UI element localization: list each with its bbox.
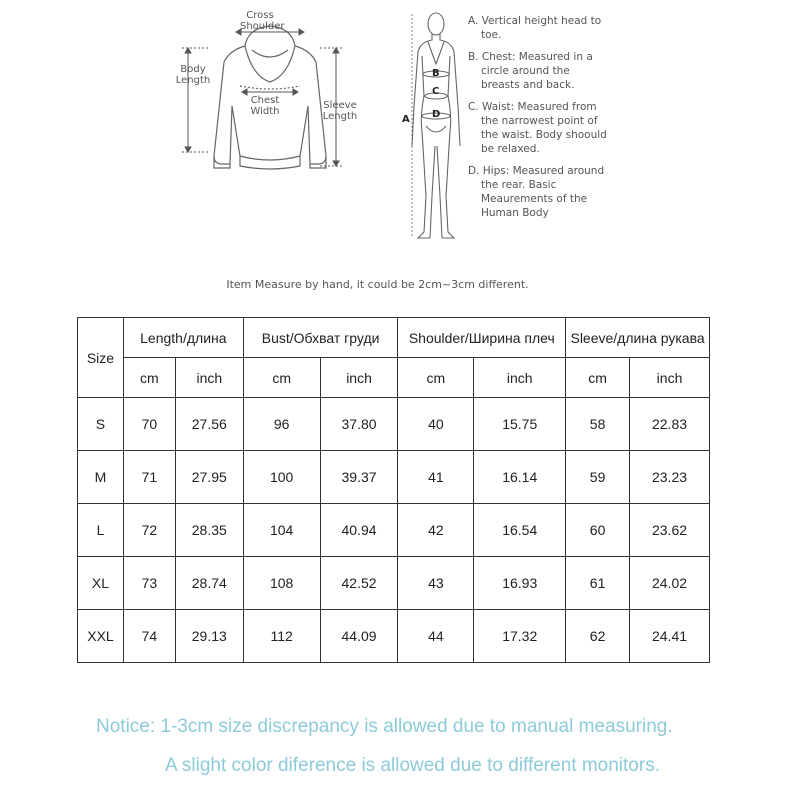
table-cell: 23.23 [630, 451, 710, 504]
table-cell: 42.52 [320, 557, 398, 610]
table-cell: 100 [243, 451, 320, 504]
table-cell: 61 [566, 557, 630, 610]
table-cell: 16.54 [474, 504, 566, 557]
size-cell: XXL [78, 610, 124, 663]
body-measure-diagram [398, 6, 468, 246]
table-row [78, 451, 710, 504]
unit-header: inch [630, 358, 710, 398]
shoulder-header: Shoulder/Ширина плеч [398, 318, 566, 358]
table-cell: 71 [123, 451, 175, 504]
table-cell: 60 [566, 504, 630, 557]
sleeve-length-label: Sleeve Length [322, 100, 358, 122]
body-figure [398, 6, 468, 246]
table-cell: 70 [123, 398, 175, 451]
size-cell: XL [78, 557, 124, 610]
table-cell: 72 [123, 504, 175, 557]
bust-header: Bust/Обхват груди [243, 318, 398, 358]
table-cell: 39.37 [320, 451, 398, 504]
table-cell: 29.13 [175, 610, 243, 663]
unit-header: inch [474, 358, 566, 398]
table-cell: 22.83 [630, 398, 710, 451]
table-cell: 41 [398, 451, 474, 504]
table-cell: 37.80 [320, 398, 398, 451]
table-cell: 23.62 [630, 504, 710, 557]
table-row [78, 398, 710, 451]
measurement-definitions [468, 14, 608, 228]
table-row [78, 504, 710, 557]
size-cell: S [78, 398, 124, 451]
unit-header: inch [175, 358, 243, 398]
cross-shoulder-label: Cross Shoulder [240, 10, 285, 32]
table-cell: 24.02 [630, 557, 710, 610]
point-a-label: A [402, 114, 410, 125]
sleeve-header: Sleeve/длина рукава [566, 318, 710, 358]
table-cell: 16.14 [474, 451, 566, 504]
table-cell: 44.09 [320, 610, 398, 663]
table-cell: 17.32 [474, 610, 566, 663]
table-cell: 15.75 [474, 398, 566, 451]
point-d-label: D [432, 109, 441, 120]
unit-header: cm [243, 358, 320, 398]
unit-header: cm [123, 358, 175, 398]
notice-discrepancy: Notice: 1-3cm size discrepancy is allowed due to manual measuring. [96, 716, 673, 737]
point-c-label: C [432, 86, 440, 97]
point-b-label: B [432, 68, 440, 79]
table-row [78, 610, 710, 663]
table-cell: 73 [123, 557, 175, 610]
table-cell: 104 [243, 504, 320, 557]
table-row [78, 557, 710, 610]
garment-sketch [170, 6, 370, 182]
table-cell: 43 [398, 557, 474, 610]
unit-header: cm [566, 358, 630, 398]
body-length-label: Body Length [175, 64, 211, 86]
table-cell: 44 [398, 610, 474, 663]
table-cell: 16.93 [474, 557, 566, 610]
garment-diagram [170, 6, 370, 182]
size-header: Size [78, 318, 124, 398]
table-cell: 40.94 [320, 504, 398, 557]
size-cell: M [78, 451, 124, 504]
chest-width-label: Chest Width [250, 95, 280, 117]
table-cell: 42 [398, 504, 474, 557]
table-cell: 108 [243, 557, 320, 610]
length-header: Length/длина [123, 318, 243, 358]
table-cell: 27.56 [175, 398, 243, 451]
table-cell: 96 [243, 398, 320, 451]
table-cell: 58 [566, 398, 630, 451]
measure-note: Item Measure by hand, it could be 2cm~3cm different. [226, 278, 529, 291]
notice-color: A slight color diference is allowed due to different monitors. [165, 755, 660, 776]
table-cell: 40 [398, 398, 474, 451]
definition-height: A. Vertical height head to toe. [468, 15, 602, 41]
table-cell: 27.95 [175, 451, 243, 504]
table-cell: 62 [566, 610, 630, 663]
table-cell: 112 [243, 610, 320, 663]
unit-header: inch [320, 358, 398, 398]
table-cell: 24.41 [630, 610, 710, 663]
unit-header: cm [398, 358, 474, 398]
table-cell: 28.35 [175, 504, 243, 557]
table-cell: 28.74 [175, 557, 243, 610]
definition-chest: B. Chest: Measured in a circle around the breasts and back. [468, 51, 593, 91]
size-cell: L [78, 504, 124, 557]
table-cell: 59 [566, 451, 630, 504]
definition-waist: C. Waist: Measured from the narrowest point of the waist. Body shoould be relaxed. [468, 101, 607, 155]
size-chart-table [77, 317, 710, 663]
table-cell: 74 [123, 610, 175, 663]
definition-hips: D. Hips: Measured around the rear. Basic Meaurements of the Human Body [468, 165, 605, 219]
